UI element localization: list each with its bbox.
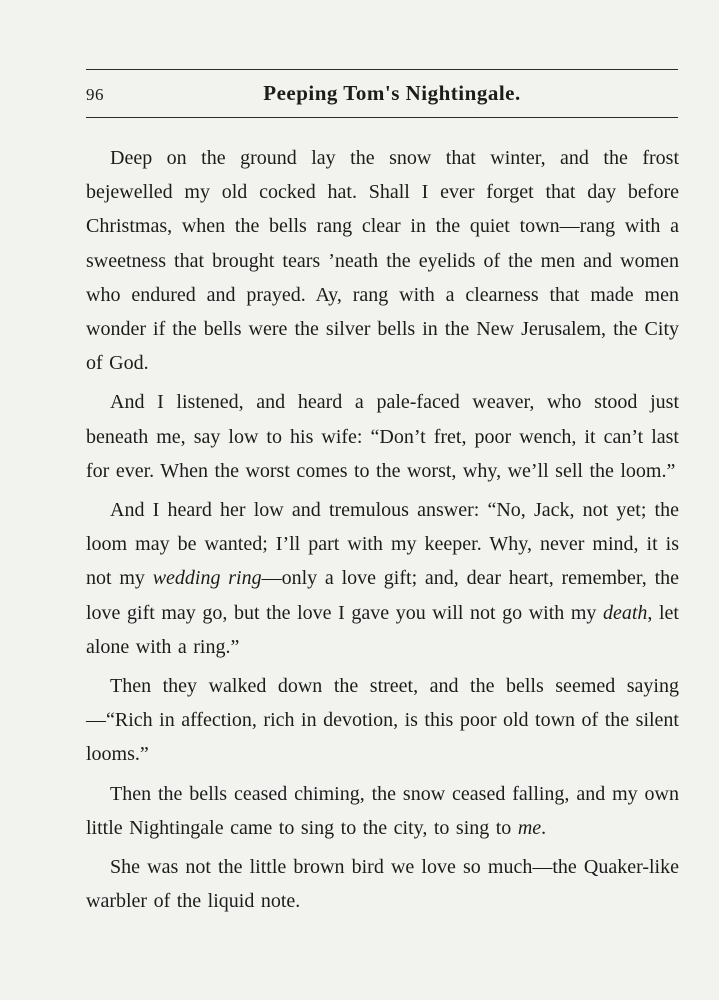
italic-phrase: me xyxy=(517,816,542,839)
paragraph-text: Then they walked down the street, and the bells seemed saying —“Rich in affection, rich in devotion, is this poor old town of the silent looms.” xyxy=(86,675,679,766)
paragraph-text: —only a love gift; and, dear heart, remember, the love gift may go, but the love I gave you will not go with my xyxy=(86,567,679,624)
page-number: 96 xyxy=(86,85,104,104)
paragraph-text: Then the bells ceased chiming, the snow ceased falling, and my own little Nightingale came to sing to the city, to sing to xyxy=(86,782,679,839)
paragraph xyxy=(86,385,679,488)
paragraph xyxy=(86,493,679,664)
body-text xyxy=(86,141,679,923)
paragraph-text: And I heard her low and tremulous answer: “No, Jack, not yet; the loom may be wanted; I’ll part with my keeper. Why, never mind, it is not my xyxy=(86,499,679,590)
page-header xyxy=(86,80,678,110)
paragraph-text: Deep on the ground lay the snow that winter, and the frost bejewelled my old cocked hat. Shall I ever forget that day before Christmas, when the bells rang clear in the quiet town—rang with a sweetness that brought tears ’neath the eyelids of the men and women who endured and prayed. Ay, rang with a clearness that made men wonder if the bells were the silver bells in the New Jerusalem, the City of God. xyxy=(86,147,679,375)
italic-phrase: death xyxy=(602,601,648,624)
paragraph xyxy=(86,669,679,772)
paragraph-text: And I listened, and heard a pale-faced weaver, who stood just beneath me, say low to his wife: “Don’t fret, poor wench, it can’t last for ever. When the worst comes to the worst, why, we’ll sell the loom.” xyxy=(86,391,679,482)
header-top-rule xyxy=(86,69,678,70)
paragraph-text: She was not the little brown bird we love so much—the Quaker-like warbler of the liquid note. xyxy=(86,856,679,913)
paragraph xyxy=(86,141,679,380)
paragraph-text: . xyxy=(541,816,547,839)
italic-phrase: wedding ring xyxy=(152,567,262,590)
paragraph xyxy=(86,850,679,918)
paragraph-text: , let alone with a ring.” xyxy=(86,601,679,658)
header-bottom-rule xyxy=(86,117,678,118)
running-title: Peeping Tom's Nightingale. xyxy=(263,81,521,105)
paragraph xyxy=(86,777,679,845)
